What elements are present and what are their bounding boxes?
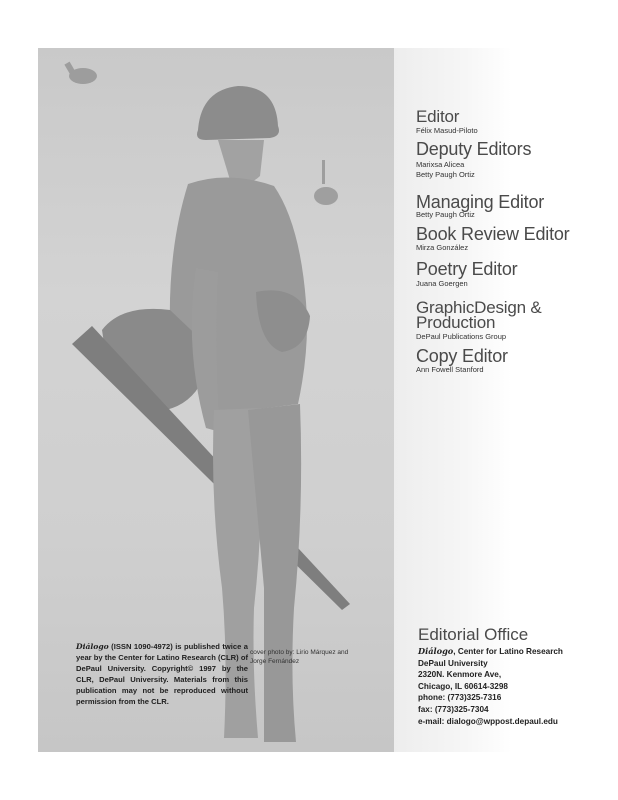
editorial-office-title: Editorial Office [418, 625, 529, 644]
email-line: e-mail: dialogo@wppost.depaul.edu [418, 716, 558, 726]
phone-line: phone: (773)325-7316 [418, 693, 502, 703]
fax-line: fax: (773)325-7304 [418, 704, 489, 714]
role-production: Production [416, 313, 496, 332]
publication-text: (ISSN 1090-4972) is published twice a year by the Center for Latino Research (CLR) of DePaul University. Copyright© 1997 by the CLR, DePaul University. Materials from this publication may not be reproduced without permission from the CLR. [76, 642, 248, 707]
names-book-review-editor [416, 243, 468, 253]
publication-notice [76, 641, 248, 708]
names-deputy-editors [416, 160, 475, 179]
names-managing-editor [416, 210, 475, 220]
name: Betty Paugh Ortiz [416, 210, 475, 219]
address-line: Chicago, IL 60614-3298 [418, 681, 508, 691]
role-copy-editor: Copy Editor [416, 346, 508, 366]
name: Betty Paugh Ortiz [416, 169, 475, 179]
names-copy-editor [416, 365, 484, 375]
address-line: DePaul University [418, 658, 488, 668]
name: Marixsa Alicea [416, 160, 465, 169]
names-poetry-editor [416, 279, 468, 289]
names-graphic-design [416, 332, 506, 342]
name: Juana Goergen [416, 279, 468, 288]
name: Mirza González [416, 243, 469, 252]
role-graphic-design: GraphicDesign & [416, 298, 542, 317]
role-managing-editor: Managing Editor [416, 192, 545, 212]
name: DePaul Publications Group [416, 332, 507, 341]
office-org-line [418, 646, 563, 658]
role-deputy-editors: Deputy Editors [416, 139, 532, 159]
cover-credit: cover photo by: Lirio Márquez and Jorge Fernández [250, 649, 349, 665]
name: Ann Fowell Stanford [416, 365, 484, 374]
address-line: 2320N. Kenmore Ave, [418, 670, 502, 680]
journal-logo: Diálogo [76, 642, 109, 651]
role-editor: Editor [416, 107, 460, 126]
editorial-office-address [418, 646, 563, 727]
org-name: , Center for Latino Research [453, 647, 563, 656]
role-book-review-editor: Book Review Editor [416, 224, 570, 244]
name: Félix Masud-Piloto [416, 126, 478, 135]
journal-logo: Diálogo [418, 646, 454, 656]
role-poetry-editor: Poetry Editor [416, 259, 518, 279]
names-editor [416, 126, 478, 136]
